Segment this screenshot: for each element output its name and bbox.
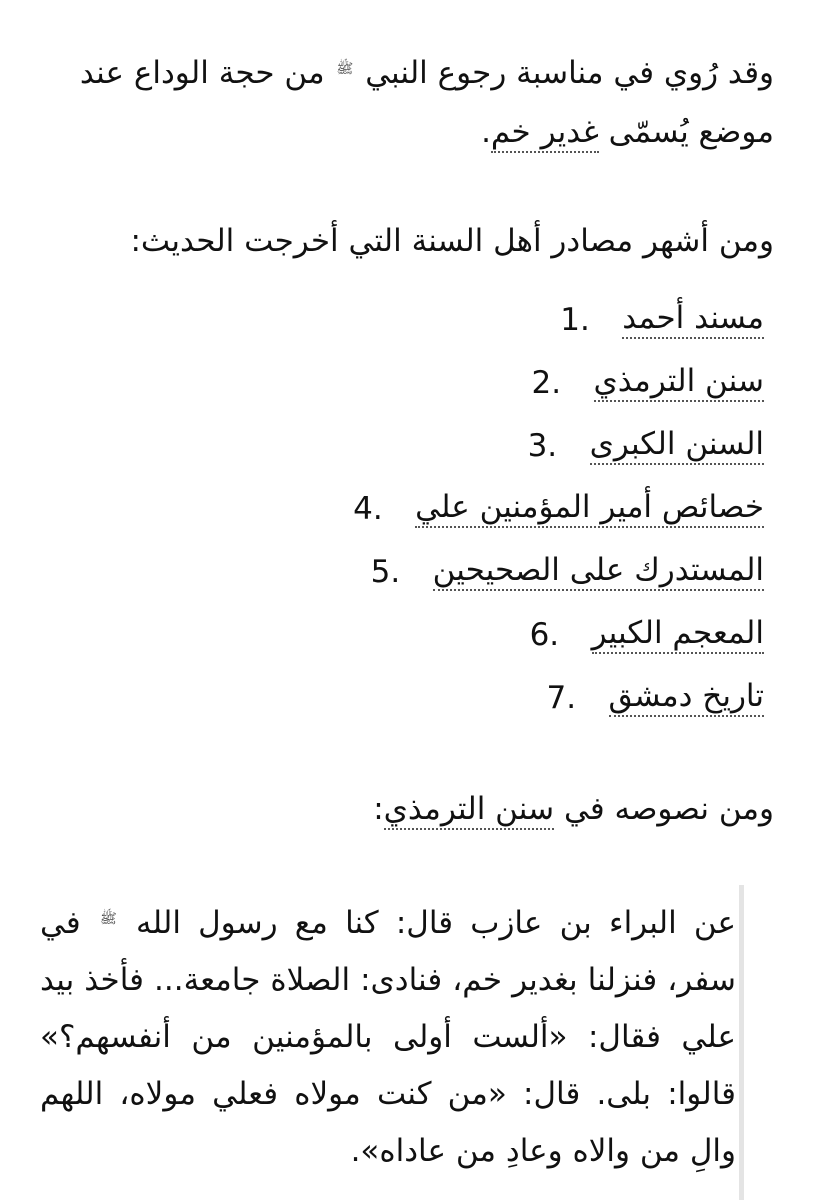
hadith-text (40, 885, 736, 1180)
source-link[interactable]: المعجم الكبير (592, 615, 764, 654)
list-number: 7. (546, 679, 577, 716)
list-item (60, 414, 774, 477)
list-item (60, 603, 774, 666)
source-link[interactable]: السنن الكبرى (590, 426, 764, 465)
list-number: 2. (531, 364, 562, 401)
list-number: 5. (370, 553, 401, 590)
source-link[interactable]: خصائص أمير المؤمنين علي (415, 489, 764, 528)
source-link[interactable]: سنن الترمذي (594, 363, 764, 402)
source-link[interactable]: مسند أحمد (622, 300, 764, 339)
hadith-text-rest: في سفر، فنزلنا بغدير خم، فنادى: الصلاة جامعة... فأخذ بيد علي فقال: «ألست أولى بالمؤمنين من أنفسهم؟» قالوا: بلى. قال: «من كنت مولاه فعلي مولاه، اللهم والِ من والاه وعادِ من عاداه». (40, 905, 736, 1169)
list-item (60, 477, 774, 540)
intro-text-continued: من حجة الوداع عند موضع يُسمّى (79, 55, 774, 150)
list-item (60, 540, 774, 603)
quote-intro-colon: : (373, 791, 384, 827)
list-number: 4. (353, 490, 383, 527)
tirmidhi-link[interactable]: سنن الترمذي (384, 791, 554, 830)
hadith-text-start: عن البراء بن عازب قال: كنا مع رسول الله (135, 905, 736, 941)
intro-end: . (481, 114, 491, 150)
hadith-blockquote (40, 885, 736, 1185)
sources-heading: ومن أشهر مصادر أهل السنة التي أخرجت الحديث: (130, 223, 774, 259)
source-link[interactable]: المستدرك على الصحيحين (433, 552, 764, 591)
source-link[interactable]: تاريخ دمشق (609, 678, 764, 717)
ghadir-khumm-link[interactable]: غدير خم (491, 114, 599, 153)
intro-paragraph (36, 40, 774, 162)
quote-intro-text: ومن نصوصه في (554, 791, 774, 827)
quote-intro (36, 780, 774, 839)
list-number: 3. (527, 427, 558, 464)
salawat-ligature: ﷺ (336, 61, 354, 77)
list-number: 1. (560, 301, 590, 338)
sources-list (60, 288, 774, 729)
list-item (60, 666, 774, 729)
salawat-ligature: ﷺ (99, 911, 117, 927)
list-number: 6. (529, 616, 560, 653)
list-item (60, 351, 774, 414)
list-item (60, 288, 774, 351)
blockquote-bar (739, 885, 744, 1200)
intro-text: وقد رُوي في مناسبة رجوع النبي (365, 55, 774, 91)
